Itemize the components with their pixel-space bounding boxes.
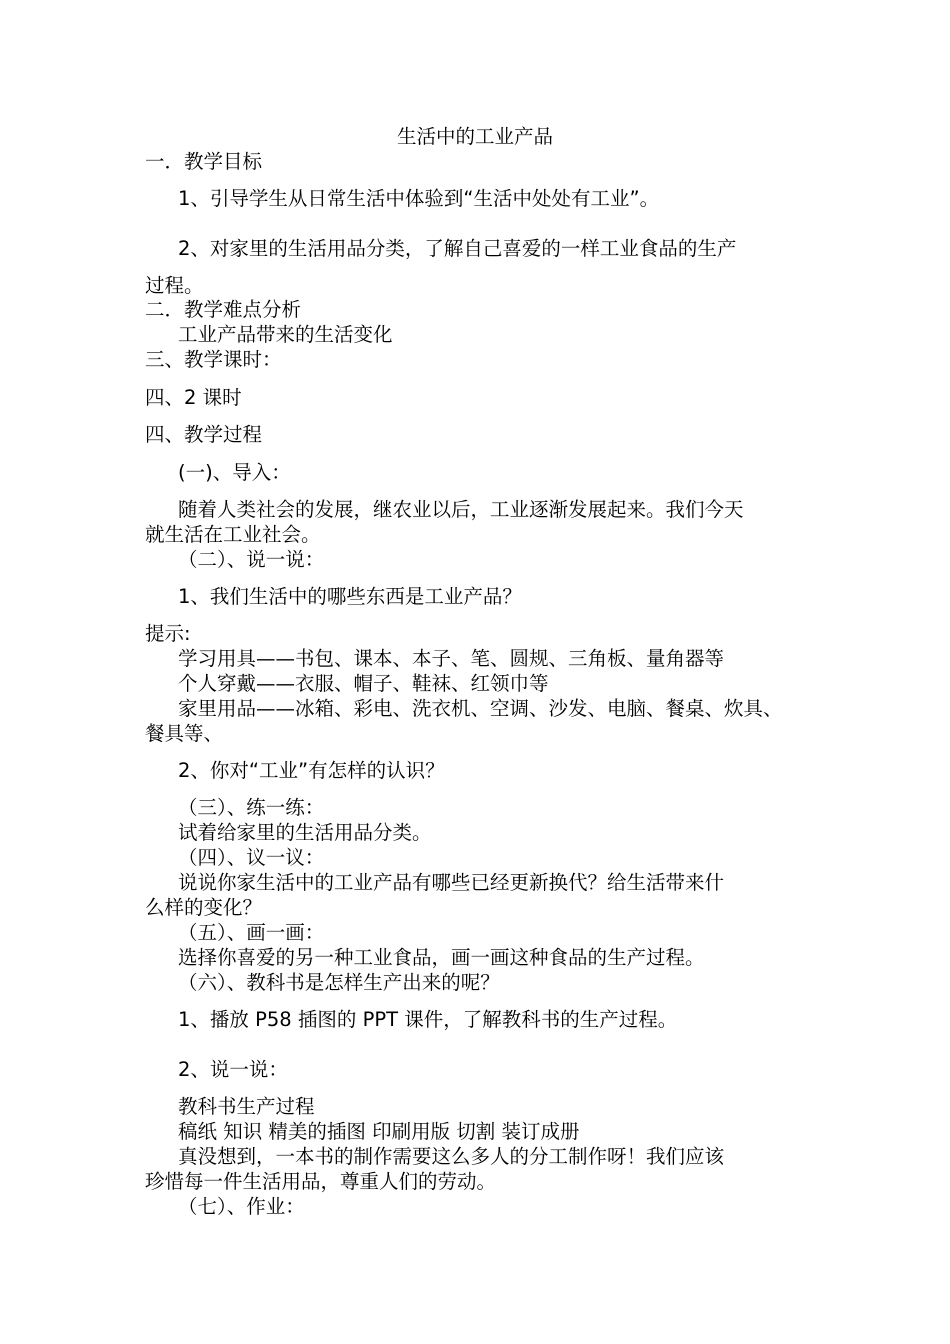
section-heading-difficulty: 二．教学难点分析 [145, 298, 302, 321]
section-heading-periods: 三、教学课时： [145, 348, 282, 371]
hint-study-tools: 学习用具——书包、课本、本子、笔、圆规、三角板、量角器等 [178, 647, 725, 670]
hint-household-cont: 餐具等、 [145, 722, 224, 745]
discuss-text: 说说你家生活中的工业产品有哪些已经更新换代？给生活带来什 [178, 871, 725, 894]
step-talk-heading: （二）、说一说： [178, 548, 325, 571]
conclusion-text: 真没想到，一本书的制作需要这么多人的分工制作呀！我们应该 [178, 1145, 725, 1168]
section-heading-objectives: 一．教学目标 [145, 150, 263, 173]
talk-question-2: 2、你对“工业”有怎样的认识？ [178, 759, 445, 782]
textbook-process-steps: 稿纸 知识 精美的插图 印刷用版 切割 装订成册 [178, 1120, 580, 1143]
step-intro-heading: (一)、导入： [178, 461, 291, 484]
intro-text: 随着人类社会的发展，继农业以后，工业逐渐发展起来。我们今天 [178, 498, 744, 521]
hint-household: 家里用品——冰箱、彩电、洗衣机、空调、沙发、电脑、餐桌、炊具、 [178, 697, 783, 720]
objective-1: 1、引导学生从日常生活中体验到“生活中处处有工业”。 [178, 187, 660, 210]
discuss-text-cont: 么样的变化？ [145, 896, 263, 919]
step-draw-heading: （五）、画一画： [178, 921, 325, 944]
periods-text: 四、2 课时 [145, 386, 242, 409]
practice-text: 试着给家里的生活用品分类。 [178, 821, 432, 844]
hint-label: 提示: [145, 622, 191, 645]
talk-question-1: 1、我们生活中的哪些东西是工业产品？ [178, 585, 522, 608]
objective-2-cont: 过程。 [145, 274, 204, 297]
hint-clothing: 个人穿戴——衣服、帽子、鞋袜、红领巾等 [178, 672, 549, 695]
difficulty-text: 工业产品带来的生活变化 [178, 323, 393, 346]
step-textbook-heading: （六）、教科书是怎样生产出来的呢？ [178, 971, 500, 994]
step-discuss-heading: （四）、议一议： [178, 846, 325, 869]
draw-text: 选择你喜爱的另一种工业食品，画一画这种食品的生产过程。 [178, 946, 705, 969]
section-heading-process: 四、教学过程 [145, 423, 263, 446]
step-practice-heading: （三）、练一练： [178, 796, 325, 819]
conclusion-text-cont: 珍惜每一件生活用品，尊重人们的劳动。 [145, 1170, 497, 1193]
objective-2: 2、对家里的生活用品分类，了解自己喜爱的一样工业食品的生产 [178, 237, 737, 260]
textbook-process-heading: 教科书生产过程 [178, 1095, 315, 1118]
textbook-item-2: 2、说一说： [178, 1058, 288, 1081]
intro-text-cont: 就生活在工业社会。 [145, 523, 321, 546]
step-homework-heading: （七）、作业： [178, 1195, 305, 1218]
textbook-item-1: 1、播放 P58 插图的 PPT 课件，了解教科书的生产过程。 [178, 1008, 678, 1031]
document-title: 生活中的工业产品 [396, 125, 553, 148]
